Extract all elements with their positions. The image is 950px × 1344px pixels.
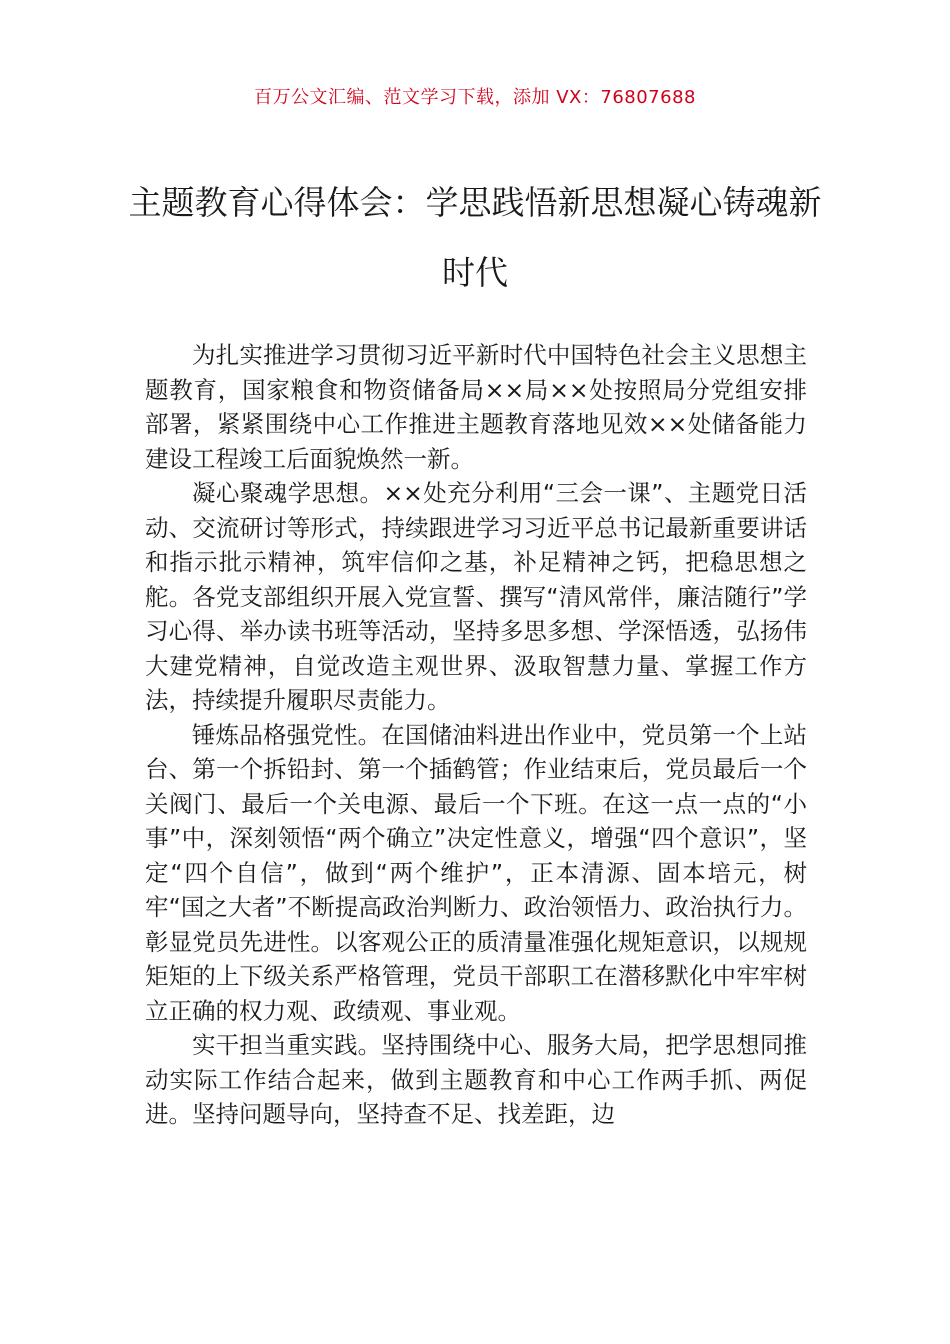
document-body (145, 338, 807, 1132)
document-title: 主题教育心得体会：学思践悟新思想凝心铸魂新时代 (128, 183, 822, 292)
paragraph-thought: 凝心聚魂学思想。××处充分利用“三会一课”、主题党日活动、交流研讨等形式，持续跟进学习习近平总书记最新重要讲话和指示批示精神，筑牢信仰之基，补足精神之钙，把稳思想之舵。各党支部组织开展入党宣誓、撰写“清风常伴，廉洁随行”学习心得、举办读书班等活动，坚持多思多想、学深悟透，弘扬伟大建党精神，自觉改造主观世界、汲取智慧力量、掌握工作方法，持续提升履职尽责能力。 (145, 479, 807, 714)
header-promo-note: 百万公文汇编、范文学习下载，添加 VX：76807688 (254, 87, 696, 108)
paragraph-intro: 为扎实推进学习贯彻习近平新时代中国特色社会主义思想主题教育，国家粮食和物资储备局××局××处按照局分党组安排部署，紧紧围绕中心工作推进主题教育落地见效××处储备能力建设工程竣工后面貌焕然一新。 (145, 341, 807, 473)
paragraph-character: 锤炼品格强党性。在国储油料进出作业中，党员第一个上站台、第一个拆铅封、第一个插鹤管；作业结束后，党员最后一个关阀门、最后一个关电源、最后一个下班。在这一点一点的“小事”中，深刻领悟“两个确立”决定性意义，增强“四个意识”，坚定“四个自信”，做到“两个维护”，正本清源、固本培元，树牢“国之大者”不断提高政治判断力、政治领悟力、政治执行力。彰显党员先进性。以客观公正的质清量准强化规矩意识，以规规矩矩的上下级关系严格管理，党员干部职工在潜移默化中牢牢树立正确的权力观、政绩观、事业观。 (145, 720, 807, 1025)
paragraph-practice: 实干担当重实践。坚持围绕中心、服务大局，把学思想同推动实际工作结合起来，做到主题教育和中心工作两手抓、两促进。坚持问题导向，坚持查不足、找差距，边 (145, 1031, 807, 1128)
